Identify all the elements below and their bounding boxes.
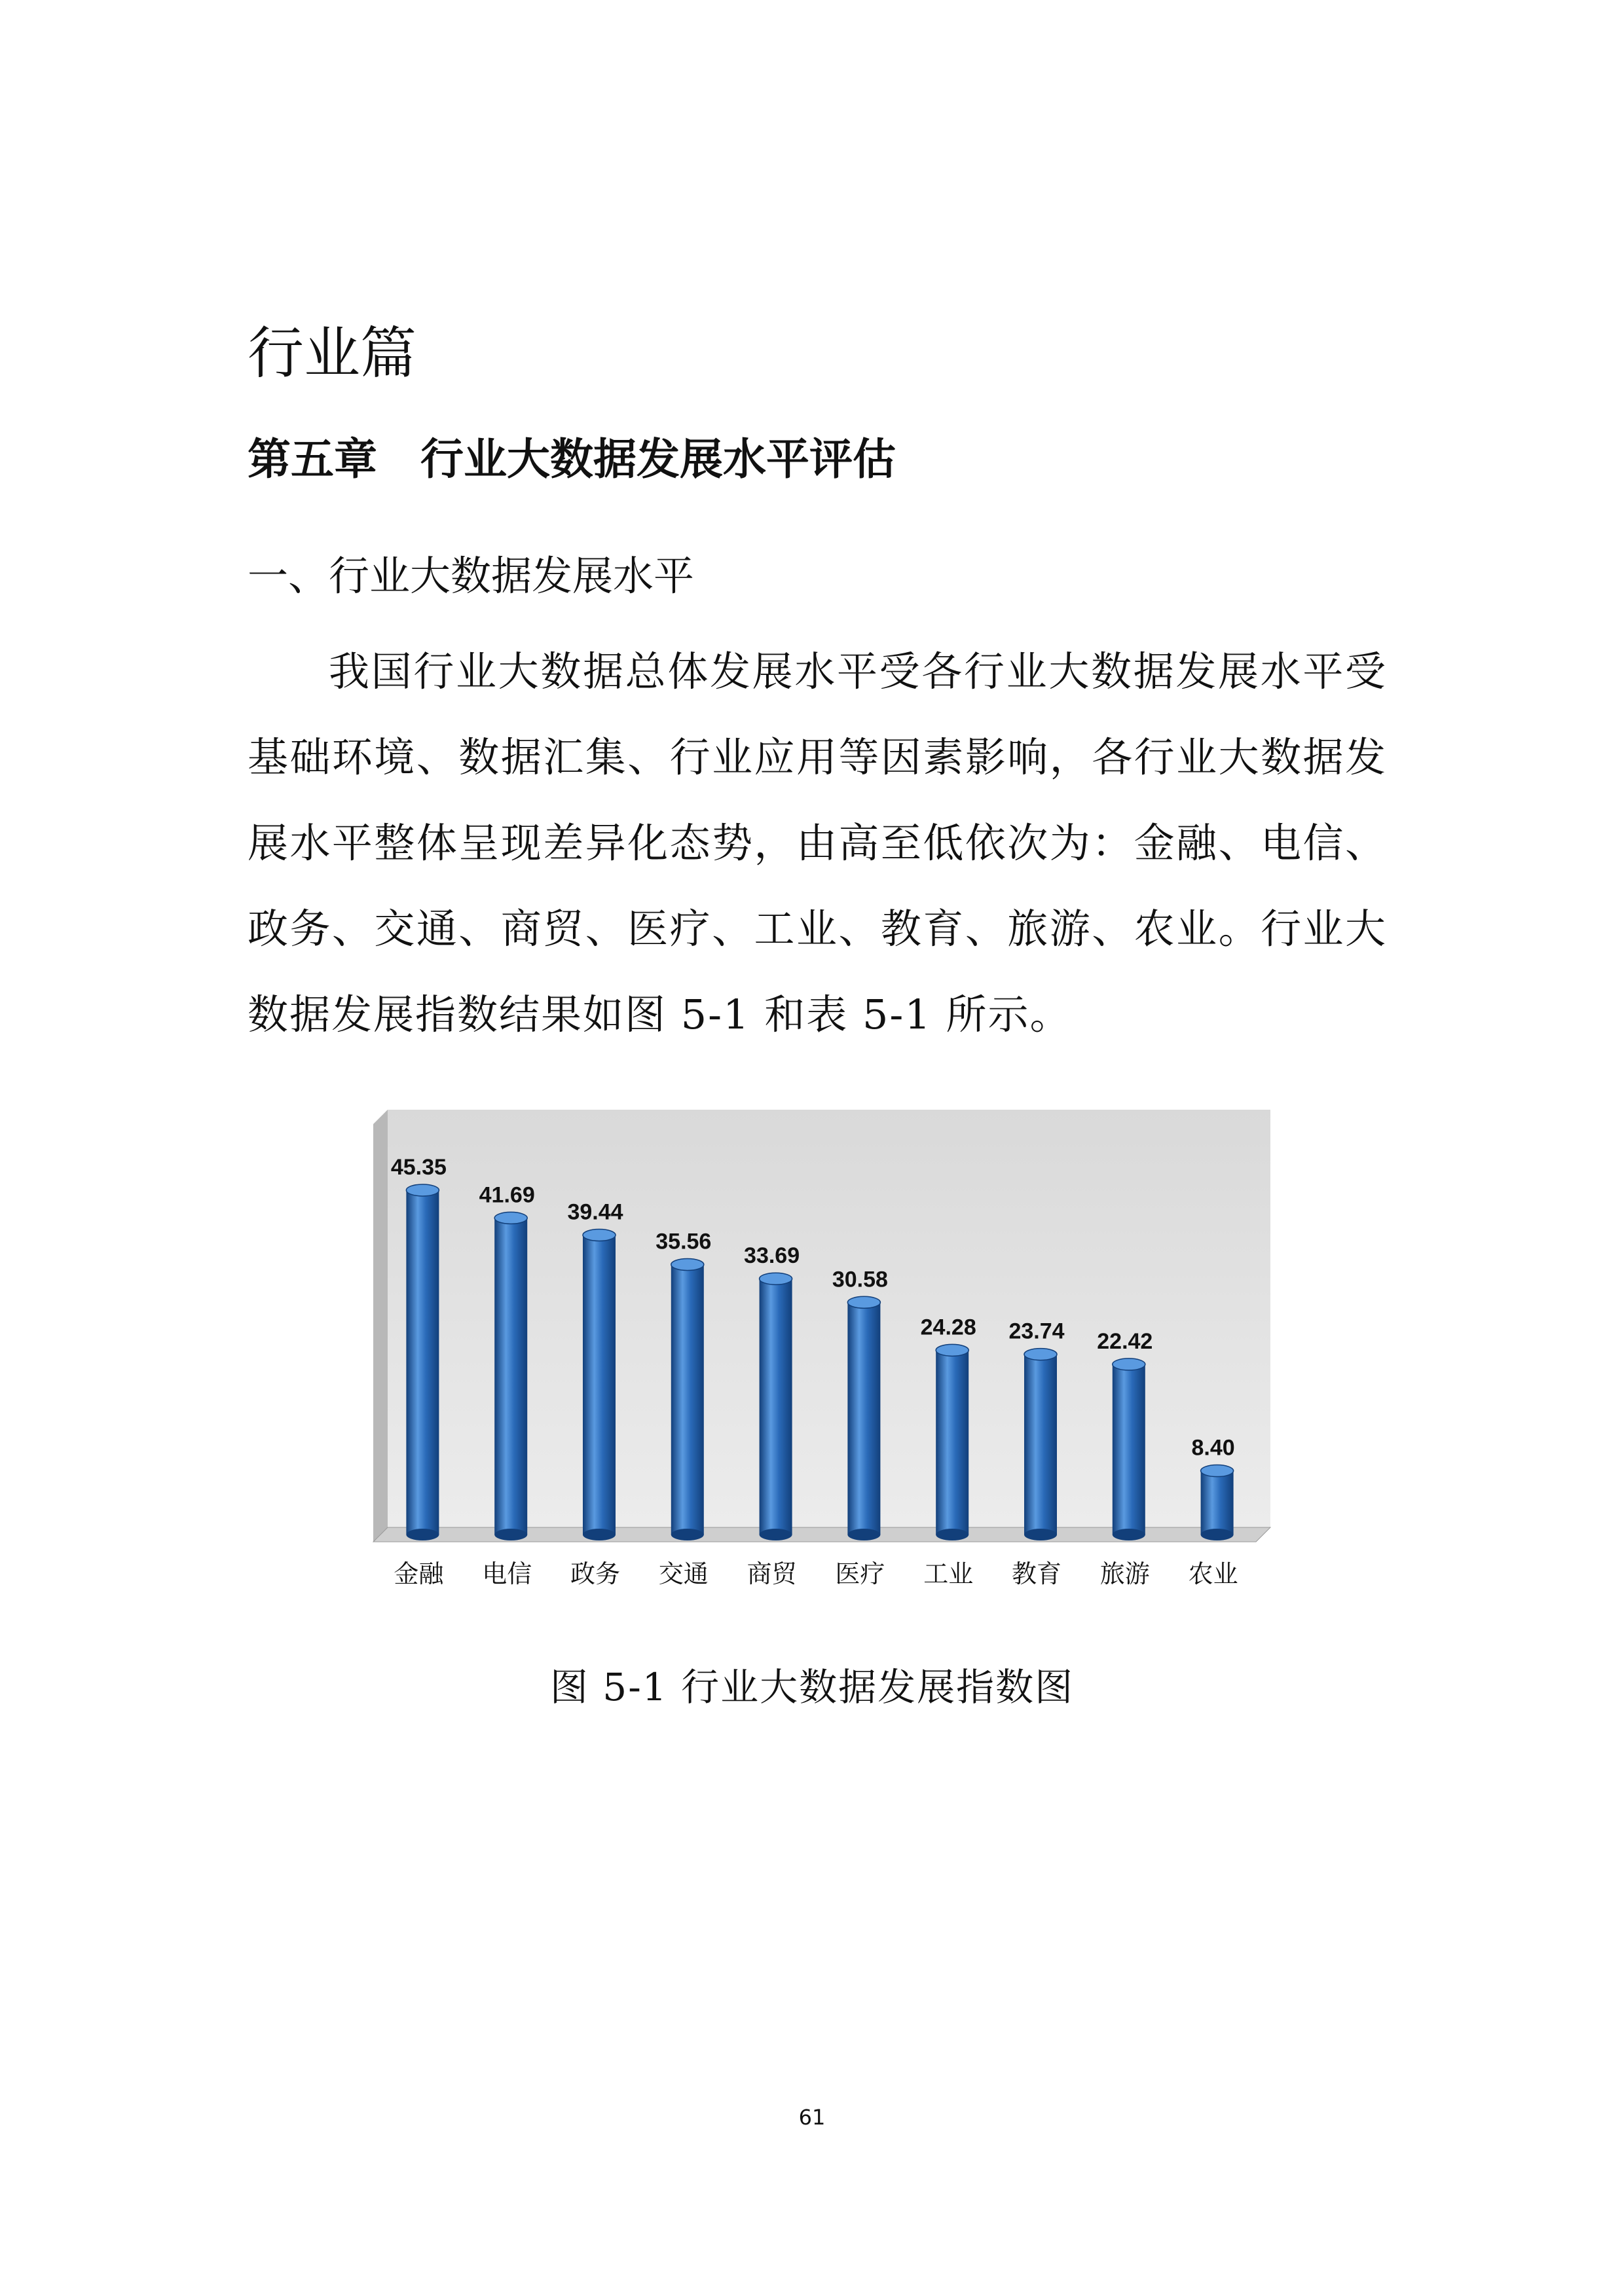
- bar-base: [847, 1529, 880, 1540]
- bar-旅游: [1113, 1358, 1145, 1540]
- bar-top: [1113, 1358, 1145, 1370]
- bar-电信: [494, 1212, 527, 1540]
- category-label: 电信: [482, 1559, 532, 1588]
- chart-side-wall: [373, 1110, 388, 1542]
- data-label: 23.74: [1008, 1319, 1065, 1344]
- bar-医疗: [847, 1296, 880, 1540]
- bar-base: [760, 1529, 792, 1540]
- category-label: 政务: [570, 1559, 621, 1588]
- data-label: 8.40: [1191, 1435, 1235, 1461]
- data-label: 24.28: [920, 1315, 976, 1340]
- data-label: 35.56: [655, 1229, 712, 1254]
- bar-top: [494, 1212, 527, 1224]
- category-label: 工业: [923, 1559, 974, 1588]
- body-paragraph: 我国行业大数据总体发展水平受各行业大数据发展水平受基础环境、数据汇集、行业应用等因素影响，各行业大数据发展水平整体呈现差异化态势，由高至低依次为：金融、电信、政务、交通、商贸、医疗、工业、教育、旅游、农业。行业大数据发展指数结果如图 5-1 和表 5-1 所示。: [248, 647, 1387, 1038]
- bar-body: [847, 1302, 880, 1535]
- data-label: 30.58: [832, 1267, 888, 1292]
- category-label: 金融: [394, 1559, 444, 1588]
- figure-caption: 图 5-1 行业大数据发展指数图: [549, 1665, 1075, 1709]
- bar-政务: [583, 1229, 616, 1540]
- data-label: 33.69: [744, 1243, 800, 1269]
- bar-base: [494, 1529, 527, 1540]
- bar-body: [936, 1350, 969, 1535]
- bar-body: [760, 1279, 792, 1535]
- bar-body: [1201, 1471, 1234, 1535]
- category-label: 商贸: [747, 1559, 797, 1588]
- bar-body: [494, 1218, 527, 1535]
- bar-chart: [347, 1097, 1297, 1607]
- bar-top: [1201, 1465, 1234, 1477]
- data-label: 39.44: [567, 1199, 623, 1225]
- data-label: 22.42: [1097, 1328, 1153, 1354]
- part-title: 行业篇: [248, 321, 416, 386]
- bar-top: [936, 1344, 969, 1356]
- data-label: 41.69: [479, 1182, 535, 1208]
- category-label: 交通: [658, 1559, 709, 1588]
- bar-top: [583, 1229, 616, 1241]
- bar-交通: [671, 1259, 704, 1540]
- figure-5-1: [347, 1097, 1297, 1607]
- page-number: 61: [798, 2105, 826, 2130]
- bar-工业: [936, 1344, 969, 1540]
- chapter-title: 第五章 行业大数据发展水平评估: [248, 434, 896, 484]
- bar-body: [671, 1265, 704, 1535]
- bar-top: [671, 1259, 704, 1271]
- category-label: 教育: [1011, 1559, 1062, 1588]
- bar-金融: [406, 1184, 439, 1540]
- section-title: 一、行业大数据发展水平: [248, 552, 695, 600]
- bar-base: [1201, 1529, 1234, 1540]
- category-label: 旅游: [1099, 1559, 1150, 1588]
- category-label: 医疗: [835, 1559, 885, 1588]
- bar-商贸: [760, 1273, 792, 1540]
- bar-top: [760, 1273, 792, 1285]
- bar-base: [936, 1529, 969, 1540]
- bar-top: [1024, 1349, 1057, 1360]
- bar-base: [671, 1529, 704, 1540]
- bar-base: [1024, 1529, 1057, 1540]
- bar-base: [583, 1529, 616, 1540]
- bar-农业: [1201, 1465, 1234, 1540]
- bar-body: [406, 1190, 439, 1535]
- category-label: 农业: [1188, 1559, 1238, 1588]
- bar-base: [1113, 1529, 1145, 1540]
- bar-top: [847, 1296, 880, 1308]
- bar-body: [583, 1235, 616, 1535]
- bar-body: [1113, 1364, 1145, 1535]
- bar-教育: [1024, 1349, 1057, 1540]
- data-label: 45.35: [390, 1154, 447, 1180]
- bar-top: [406, 1184, 439, 1196]
- bar-base: [406, 1529, 439, 1540]
- bar-body: [1024, 1355, 1057, 1535]
